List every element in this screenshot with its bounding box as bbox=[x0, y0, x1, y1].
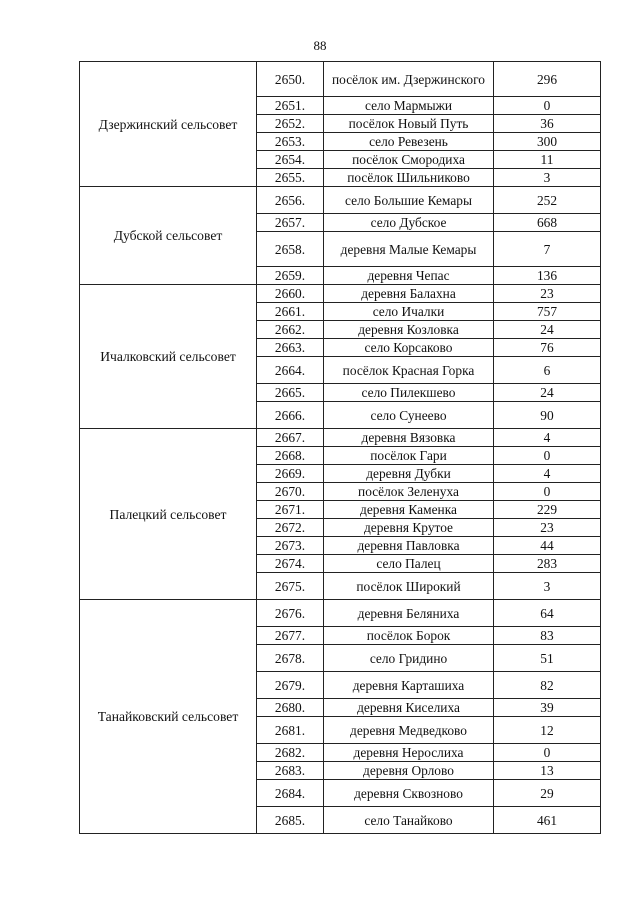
population-cell: 668 bbox=[494, 214, 601, 232]
settlement-name-cell: деревня Малые Кемары bbox=[324, 232, 494, 267]
settlement-name-cell: деревня Карташиха bbox=[324, 672, 494, 699]
row-number-cell: 2668. bbox=[257, 447, 324, 465]
settlement-name-cell: село Большие Кемары bbox=[324, 187, 494, 214]
settlement-name-cell: село Мармыжи bbox=[324, 97, 494, 115]
row-number-cell: 2662. bbox=[257, 321, 324, 339]
population-cell: 44 bbox=[494, 537, 601, 555]
row-number-cell: 2652. bbox=[257, 115, 324, 133]
settlement-name-cell: посёлок Гари bbox=[324, 447, 494, 465]
row-number-cell: 2663. bbox=[257, 339, 324, 357]
settlement-name-cell: посёлок Борок bbox=[324, 627, 494, 645]
row-number-cell: 2667. bbox=[257, 429, 324, 447]
table-row bbox=[80, 62, 601, 97]
population-cell: 64 bbox=[494, 600, 601, 627]
settlement-name-cell: деревня Крутое bbox=[324, 519, 494, 537]
row-number-cell: 2653. bbox=[257, 133, 324, 151]
row-number-cell: 2669. bbox=[257, 465, 324, 483]
council-name-cell: Дзержинский сельсовет bbox=[80, 62, 257, 187]
row-number-cell: 2679. bbox=[257, 672, 324, 699]
council-name-cell: Дубской сельсовет bbox=[80, 187, 257, 285]
row-number-cell: 2681. bbox=[257, 717, 324, 744]
row-number-cell: 2659. bbox=[257, 267, 324, 285]
settlement-name-cell: посёлок Новый Путь bbox=[324, 115, 494, 133]
table-row bbox=[80, 285, 601, 303]
settlement-name-cell: село Ревезень bbox=[324, 133, 494, 151]
settlement-name-cell: посёлок им. Дзержинского bbox=[324, 62, 494, 97]
row-number-cell: 2651. bbox=[257, 97, 324, 115]
population-cell: 83 bbox=[494, 627, 601, 645]
settlement-name-cell: деревня Козловка bbox=[324, 321, 494, 339]
population-cell: 4 bbox=[494, 465, 601, 483]
population-cell: 29 bbox=[494, 780, 601, 807]
council-name-cell: Танайковский сельсовет bbox=[80, 600, 257, 834]
population-cell: 0 bbox=[494, 483, 601, 501]
population-cell: 300 bbox=[494, 133, 601, 151]
settlement-name-cell: село Корсаково bbox=[324, 339, 494, 357]
row-number-cell: 2664. bbox=[257, 357, 324, 384]
population-cell: 4 bbox=[494, 429, 601, 447]
population-cell: 3 bbox=[494, 573, 601, 600]
settlement-name-cell: деревня Балахна bbox=[324, 285, 494, 303]
row-number-cell: 2676. bbox=[257, 600, 324, 627]
settlement-name-cell: село Палец bbox=[324, 555, 494, 573]
row-number-cell: 2680. bbox=[257, 699, 324, 717]
settlement-name-cell: посёлок Шильниково bbox=[324, 169, 494, 187]
population-cell: 11 bbox=[494, 151, 601, 169]
settlement-name-cell: деревня Чепас bbox=[324, 267, 494, 285]
population-cell: 51 bbox=[494, 645, 601, 672]
settlement-name-cell: село Дубское bbox=[324, 214, 494, 232]
row-number-cell: 2661. bbox=[257, 303, 324, 321]
population-cell: 6 bbox=[494, 357, 601, 384]
row-number-cell: 2654. bbox=[257, 151, 324, 169]
population-cell: 461 bbox=[494, 807, 601, 834]
settlement-name-cell: село Танайково bbox=[324, 807, 494, 834]
settlement-name-cell: деревня Каменка bbox=[324, 501, 494, 519]
row-number-cell: 2683. bbox=[257, 762, 324, 780]
settlement-name-cell: село Гридино bbox=[324, 645, 494, 672]
population-cell: 7 bbox=[494, 232, 601, 267]
settlement-name-cell: посёлок Красная Горка bbox=[324, 357, 494, 384]
row-number-cell: 2677. bbox=[257, 627, 324, 645]
settlement-name-cell: деревня Беляниха bbox=[324, 600, 494, 627]
settlement-name-cell: село Пилекшево bbox=[324, 384, 494, 402]
settlement-name-cell: деревня Орлово bbox=[324, 762, 494, 780]
population-cell: 229 bbox=[494, 501, 601, 519]
settlements-table-body bbox=[80, 62, 601, 834]
population-cell: 23 bbox=[494, 519, 601, 537]
population-cell: 24 bbox=[494, 384, 601, 402]
settlements-table bbox=[79, 61, 601, 834]
row-number-cell: 2670. bbox=[257, 483, 324, 501]
population-cell: 76 bbox=[494, 339, 601, 357]
population-cell: 283 bbox=[494, 555, 601, 573]
page-number: 88 bbox=[313, 38, 327, 53]
population-cell: 24 bbox=[494, 321, 601, 339]
row-number-cell: 2685. bbox=[257, 807, 324, 834]
settlement-name-cell: деревня Павловка bbox=[324, 537, 494, 555]
row-number-cell: 2665. bbox=[257, 384, 324, 402]
population-cell: 12 bbox=[494, 717, 601, 744]
population-cell: 13 bbox=[494, 762, 601, 780]
population-cell: 36 bbox=[494, 115, 601, 133]
row-number-cell: 2682. bbox=[257, 744, 324, 762]
population-cell: 136 bbox=[494, 267, 601, 285]
settlement-name-cell: село Сунеево bbox=[324, 402, 494, 429]
population-cell: 0 bbox=[494, 447, 601, 465]
row-number-cell: 2672. bbox=[257, 519, 324, 537]
row-number-cell: 2666. bbox=[257, 402, 324, 429]
population-cell: 90 bbox=[494, 402, 601, 429]
population-cell: 757 bbox=[494, 303, 601, 321]
council-name-cell: Ичалковский сельсовет bbox=[80, 285, 257, 429]
row-number-cell: 2675. bbox=[257, 573, 324, 600]
council-name-cell: Палецкий сельсовет bbox=[80, 429, 257, 600]
population-cell: 252 bbox=[494, 187, 601, 214]
settlement-name-cell: посёлок Смородиха bbox=[324, 151, 494, 169]
settlement-name-cell: деревня Вязовка bbox=[324, 429, 494, 447]
table-row bbox=[80, 600, 601, 627]
row-number-cell: 2655. bbox=[257, 169, 324, 187]
population-cell: 82 bbox=[494, 672, 601, 699]
population-cell: 39 bbox=[494, 699, 601, 717]
population-cell: 23 bbox=[494, 285, 601, 303]
row-number-cell: 2678. bbox=[257, 645, 324, 672]
table-row bbox=[80, 187, 601, 214]
table-row bbox=[80, 429, 601, 447]
row-number-cell: 2673. bbox=[257, 537, 324, 555]
row-number-cell: 2671. bbox=[257, 501, 324, 519]
settlement-name-cell: посёлок Широкий bbox=[324, 573, 494, 600]
settlement-name-cell: деревня Киселиха bbox=[324, 699, 494, 717]
settlement-name-cell: деревня Сквозново bbox=[324, 780, 494, 807]
settlement-name-cell: посёлок Зеленуха bbox=[324, 483, 494, 501]
row-number-cell: 2656. bbox=[257, 187, 324, 214]
settlement-name-cell: деревня Дубки bbox=[324, 465, 494, 483]
population-cell: 296 bbox=[494, 62, 601, 97]
row-number-cell: 2674. bbox=[257, 555, 324, 573]
population-cell: 0 bbox=[494, 744, 601, 762]
row-number-cell: 2684. bbox=[257, 780, 324, 807]
settlement-name-cell: деревня Нерослиха bbox=[324, 744, 494, 762]
settlement-name-cell: деревня Медведково bbox=[324, 717, 494, 744]
settlement-name-cell: село Ичалки bbox=[324, 303, 494, 321]
row-number-cell: 2657. bbox=[257, 214, 324, 232]
row-number-cell: 2650. bbox=[257, 62, 324, 97]
row-number-cell: 2660. bbox=[257, 285, 324, 303]
population-cell: 3 bbox=[494, 169, 601, 187]
population-cell: 0 bbox=[494, 97, 601, 115]
row-number-cell: 2658. bbox=[257, 232, 324, 267]
